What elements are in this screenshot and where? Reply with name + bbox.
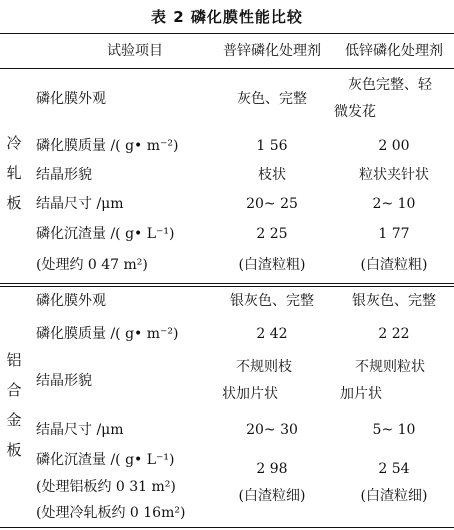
- row-value-col1: 2 98: [256, 461, 288, 477]
- group-label-char: 铝: [6, 351, 22, 369]
- row-value-col1-cont: 状加片状: [222, 386, 278, 402]
- row-item: 磷化沉渣量 /( g• L⁻¹): [36, 452, 175, 468]
- row-value-col1: 2 42: [256, 326, 288, 342]
- row-item: (处理铝板约 0 31 m²): [36, 479, 176, 495]
- group-label-char: 板: [6, 194, 22, 212]
- header-col2: 低锌磷化处理剂: [345, 43, 443, 59]
- group-divider-2: [0, 286, 454, 287]
- row-value-col2-cont: 微发花: [334, 104, 376, 120]
- group-divider: [0, 283, 454, 284]
- row-item: 结晶形貌: [36, 167, 92, 183]
- row-value-col2: 5~ 10: [372, 422, 416, 438]
- group-label-char: 冷: [6, 134, 22, 152]
- row-value-col2: 2 54: [378, 461, 410, 477]
- row-item: (处理冷轧板约 0 16m²): [36, 505, 186, 521]
- row-value-col2: (白渣粒粗): [360, 257, 428, 273]
- group-label-char: 合: [6, 381, 22, 399]
- row-value-col1: 灰色、完整: [237, 91, 307, 107]
- row-value-col1: 2 25: [256, 226, 288, 242]
- row-value-col2: 2~ 10: [372, 196, 416, 212]
- row-value-col2: 2 22: [378, 326, 410, 342]
- group-label-aluminium-alloy: [4, 345, 24, 465]
- row-value-col1: 20~ 30: [246, 422, 298, 438]
- group-label-cold-rolled: [4, 128, 24, 218]
- row-value-col2: 粒状夹针状: [359, 167, 429, 183]
- row-value-col2: 2 00: [378, 138, 410, 154]
- row-item: (处理约 0 47 m²): [36, 257, 148, 273]
- row-value-col1: 枝状: [258, 167, 286, 183]
- row-item: 磷化膜外观: [36, 293, 106, 309]
- row-value-col1: (白渣粒粗): [238, 257, 306, 273]
- row-value-col1: 20~ 25: [246, 196, 298, 212]
- row-item: 磷化膜质量 /( g• m⁻²): [36, 138, 179, 154]
- row-value-col2: (白渣粒细): [360, 488, 428, 504]
- row-value-col1: 1 56: [256, 138, 288, 154]
- group-label-char: 轧: [6, 164, 22, 182]
- header-item: 试验项目: [107, 43, 163, 59]
- row-item: 磷化沉渣量 /( g• L⁻¹): [36, 226, 175, 242]
- row-item: 结晶尺寸 /μm: [36, 422, 124, 438]
- row-value-col2: 灰色完整、轻: [348, 77, 432, 93]
- top-rule: [0, 33, 454, 34]
- row-item: 结晶形貌: [36, 373, 92, 389]
- row-value-col2: 银灰色、完整: [352, 293, 436, 309]
- group-label-char: 金: [6, 411, 22, 429]
- header-col1: 普锌磷化处理剂: [223, 43, 321, 59]
- bottom-rule: [0, 527, 454, 528]
- row-value-col2-cont: 加片状: [340, 386, 382, 402]
- table-title: 表 2 磷化膜性能比较: [151, 8, 303, 26]
- row-item: 结晶尺寸 /μm: [36, 196, 124, 212]
- row-item: 磷化膜质量 /( g• m⁻²): [36, 326, 179, 342]
- row-value-col1: 不规则枝: [236, 359, 292, 375]
- row-value-col1: (白渣粒细): [238, 488, 306, 504]
- row-item: 磷化膜外观: [36, 91, 106, 107]
- row-value-col1: 银灰色、完整: [230, 293, 314, 309]
- row-value-col2: 1 77: [378, 226, 410, 242]
- group-label-char: 板: [6, 441, 22, 459]
- header-rule: [0, 68, 454, 69]
- row-value-col2: 不规则粒状: [355, 359, 425, 375]
